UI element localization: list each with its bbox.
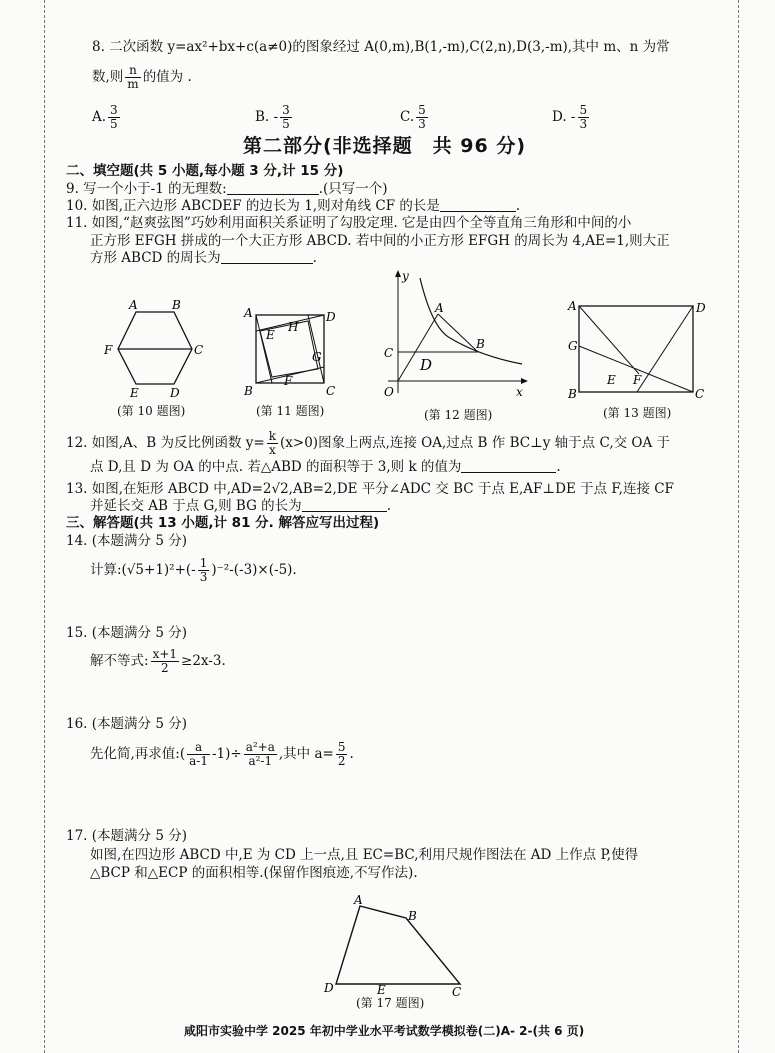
fig11-label-h: H bbox=[288, 320, 299, 334]
q8-fraction: $\frac{n}{m}$ bbox=[127, 63, 139, 91]
q8-option-d: D. - $\frac{5}{3}$ bbox=[552, 103, 588, 131]
q8-line2: 数,则 $\frac{n}{m}$ 的值为 . bbox=[92, 63, 192, 91]
q11-line3: 方形 ABCD 的周长为 . bbox=[90, 250, 317, 266]
fig10-label-a: A bbox=[129, 298, 138, 312]
fig17-label-e: E bbox=[377, 983, 386, 997]
fig13-label-g: G bbox=[568, 339, 578, 353]
q11-line1: 11. 如图,“赵爽弦图”巧妙利用面积关系证明了勾股定理. 它是由四个全等直角三角形和中间的小 bbox=[66, 215, 632, 231]
section-3-heading: 三、解答题(共 13 小题,计 81 分. 解答应写出过程) bbox=[66, 515, 380, 531]
fig11-label-b: B bbox=[244, 384, 253, 398]
fig11-label-f: F bbox=[284, 374, 293, 388]
fig11-label-e: E bbox=[266, 328, 275, 342]
fig12-label-b: B bbox=[476, 337, 485, 351]
q15-body: 解不等式: $\frac{x+1}{2}$ ≥2x-3. bbox=[90, 647, 226, 675]
fig17-label-a: A bbox=[354, 893, 363, 907]
fig12-label-d: D bbox=[420, 356, 433, 374]
fig13-label-e: E bbox=[607, 373, 616, 387]
q16-body: 先化简,再求值:( $\frac{a}{a-1}$ -1)÷ $\frac{\text{a²+a}}{\text{a²-1}}$ ,其中 a= $\frac{5}{2}$ . bbox=[90, 740, 354, 768]
fig10-label-f: F bbox=[104, 343, 113, 357]
figure-17-quadrilateral bbox=[316, 892, 476, 997]
fig11-label-g: G bbox=[312, 350, 322, 364]
fig11-label-a: A bbox=[244, 306, 253, 320]
caption-fig10: (第 10 题图) bbox=[117, 404, 186, 418]
fig12-label-a: A bbox=[435, 301, 444, 315]
q13-line2: 并延长交 AB 于点 G,则 BG 的长为 . bbox=[90, 498, 391, 514]
binding-line-right bbox=[738, 0, 739, 1053]
q8-option-c: C. $\frac{5}{3}$ bbox=[400, 103, 426, 131]
q8-option-b: B. - $\frac{3}{5}$ bbox=[255, 103, 290, 131]
fig10-label-e: E bbox=[130, 386, 139, 400]
fig12-label-y: y bbox=[402, 269, 409, 283]
q17-line1: 如图,在四边形 ABCD 中,E 为 CD 上一点,且 EC=BC,利用尺规作图法在 AD 上作点 P,使得 bbox=[90, 847, 639, 863]
fig12-label-x: x bbox=[516, 385, 523, 399]
fig10-label-b: B bbox=[172, 298, 181, 312]
fig17-label-c: C bbox=[452, 985, 462, 997]
figure-11-square bbox=[242, 303, 342, 403]
q10: 10. 如图,正六边形 ABCDEF 的边长为 1,则对角线 CF 的长是 . bbox=[66, 198, 521, 214]
fig13-label-c: C bbox=[695, 387, 705, 401]
section-2-heading: 二、填空题(共 5 小题,每小题 3 分,计 15 分) bbox=[66, 163, 344, 179]
fig10-label-c: C bbox=[194, 343, 204, 357]
caption-fig12: (第 12 题图) bbox=[424, 408, 493, 422]
q17-head: 17. (本题满分 5 分) bbox=[66, 828, 187, 844]
fig12-label-c: C bbox=[384, 346, 394, 360]
figure-12-graph bbox=[380, 268, 530, 403]
figure-13-rectangle bbox=[565, 294, 710, 404]
q15-head: 15. (本题满分 5 分) bbox=[66, 625, 187, 641]
fig13-label-b: B bbox=[568, 387, 577, 401]
q16-head: 16. (本题满分 5 分) bbox=[66, 716, 187, 732]
part-two-title: 第二部分(非选择题 共 96 分) bbox=[243, 135, 527, 157]
fig11-label-c: C bbox=[326, 384, 336, 398]
q13-line1: 13. 如图,在矩形 ABCD 中,AD=2√2,AB=2,DE 平分∠ADC 交 BC 于点 E,AF⊥DE 于点 F,连接 CF bbox=[66, 481, 674, 497]
fig13-label-d: D bbox=[696, 301, 706, 315]
fig10-label-d: D bbox=[170, 386, 180, 400]
fig17-label-d: D bbox=[324, 981, 334, 995]
q17-line2: △BCP 和△ECP 的面积相等.(保留作图痕迹,不写作法). bbox=[90, 865, 418, 881]
q9: 9. 写一个小于-1 的无理数: .(只写一个) bbox=[66, 181, 388, 197]
fig13-label-a: A bbox=[568, 299, 577, 313]
q14-body: 计算:(√5+1)²+(- $\frac{1}{3}$ )⁻²-(-3)×(-5). bbox=[90, 556, 297, 584]
fig11-label-d: D bbox=[326, 310, 336, 324]
page-footer: 咸阳市实验中学 2025 年初中学业水平考试数学模拟卷(二)A- 2-(共 6 页) bbox=[184, 1024, 585, 1038]
q14-head: 14. (本题满分 5 分) bbox=[66, 533, 187, 549]
caption-fig17: (第 17 题图) bbox=[356, 996, 425, 1010]
figure-10-hexagon bbox=[100, 296, 220, 401]
fig17-label-b: B bbox=[408, 909, 417, 923]
q8-option-a: A. $\frac{3}{5}$ bbox=[92, 103, 118, 131]
q11-line2: 正方形 EFGH 拼成的一个大正方形 ABCD. 若中间的小正方形 EFGH 的周长为 4,AE=1,则大正 bbox=[90, 233, 670, 249]
q8-line1: 8. 二次函数 y=ax²+bx+c(a≠0)的图象经过 A(0,m),B(1,-m),C(2,n),D(3,-m),其中 m、n 为常 bbox=[92, 39, 670, 55]
fig12-label-o: O bbox=[384, 385, 394, 399]
fig13-label-f: F bbox=[633, 373, 642, 387]
binding-line-left bbox=[44, 0, 45, 1053]
q12-line1: 12. 如图,A、B 为反比例函数 y= $\frac{k}{x}$ (x>0)图象上两点,连接 OA,过点 B 作 BC⊥y 轴于点 C,交 OA 于 bbox=[66, 429, 671, 457]
q12-line2: 点 D,且 D 为 OA 的中点. 若△ABD 的面积等于 3,则 k 的值为 . bbox=[90, 459, 561, 475]
caption-fig13: (第 13 题图) bbox=[603, 406, 672, 420]
caption-fig11: (第 11 题图) bbox=[256, 404, 325, 418]
